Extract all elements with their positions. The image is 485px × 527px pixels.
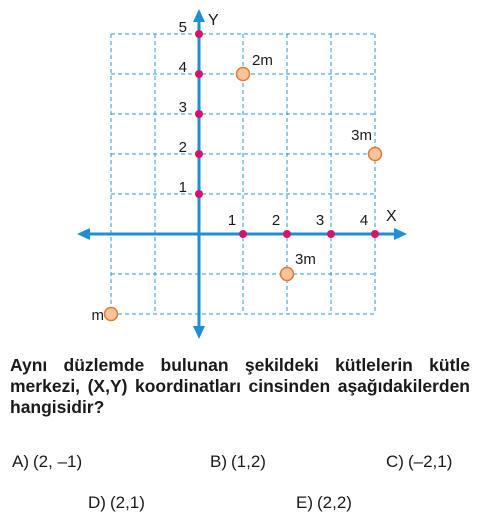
choice-b[interactable] <box>210 452 266 472</box>
mass-label: 2m <box>252 52 273 69</box>
choice-c-value: (–2,1) <box>407 452 453 471</box>
choice-b-value: (1,2) <box>231 452 266 471</box>
y-tick-dot <box>195 110 203 118</box>
x-axis-arrow-left <box>77 228 90 240</box>
x-tick-label: 2 <box>271 212 281 229</box>
mass-circle <box>369 148 382 161</box>
y-tick-dot <box>195 190 203 198</box>
y-axis-arrow-down <box>193 326 205 339</box>
choice-e-label: E) <box>296 493 313 512</box>
y-tick-dot <box>195 150 203 158</box>
mass-circle <box>105 308 118 321</box>
tick-marks <box>179 19 379 238</box>
mass-label: 3m <box>295 251 316 268</box>
choice-e[interactable] <box>296 493 352 513</box>
choice-c-label: C) <box>386 452 404 471</box>
choice-a-value: (2, –1) <box>33 452 83 471</box>
y-tick-label: 1 <box>178 179 187 196</box>
x-tick-label: 1 <box>227 212 237 229</box>
masses <box>92 52 382 324</box>
question-text: Aynı düzlemde bulunan şekildeki kütlelerin kütle merkezi, (X,Y) koordinatları cinsinden aşağıdakilerden hangisidir? <box>10 355 470 417</box>
mass-circle <box>281 268 294 281</box>
choice-e-value: (2,2) <box>317 493 352 512</box>
mass-circle <box>237 68 250 81</box>
axes <box>77 9 407 339</box>
x-tick-dot <box>371 230 379 238</box>
x-axis-arrow-right <box>394 228 407 240</box>
mass-label: m <box>91 307 104 324</box>
choice-a-label: A) <box>12 452 29 471</box>
x-tick-dot <box>283 230 291 238</box>
choice-d[interactable] <box>88 493 145 513</box>
y-tick-label: 5 <box>178 19 187 36</box>
mass-label: 3m <box>351 127 372 144</box>
x-tick-dot <box>239 230 247 238</box>
choice-d-value: (2,1) <box>109 493 145 512</box>
y-axis-label: Y <box>208 12 219 29</box>
x-tick-label: 4 <box>359 212 369 229</box>
choice-b-label: B) <box>210 452 227 471</box>
choice-a[interactable] <box>12 452 82 472</box>
y-tick-label: 4 <box>178 59 187 76</box>
x-tick-dot <box>327 230 335 238</box>
x-tick-label: 3 <box>315 212 325 229</box>
y-tick-label: 2 <box>178 139 187 156</box>
choice-c[interactable] <box>386 452 452 472</box>
y-tick-label: 3 <box>178 99 187 116</box>
y-tick-dot <box>195 70 203 78</box>
y-tick-dot <box>195 30 203 38</box>
x-axis-label: X <box>386 208 397 225</box>
y-axis-arrow-up <box>193 9 205 22</box>
choice-d-label: D) <box>88 493 106 512</box>
